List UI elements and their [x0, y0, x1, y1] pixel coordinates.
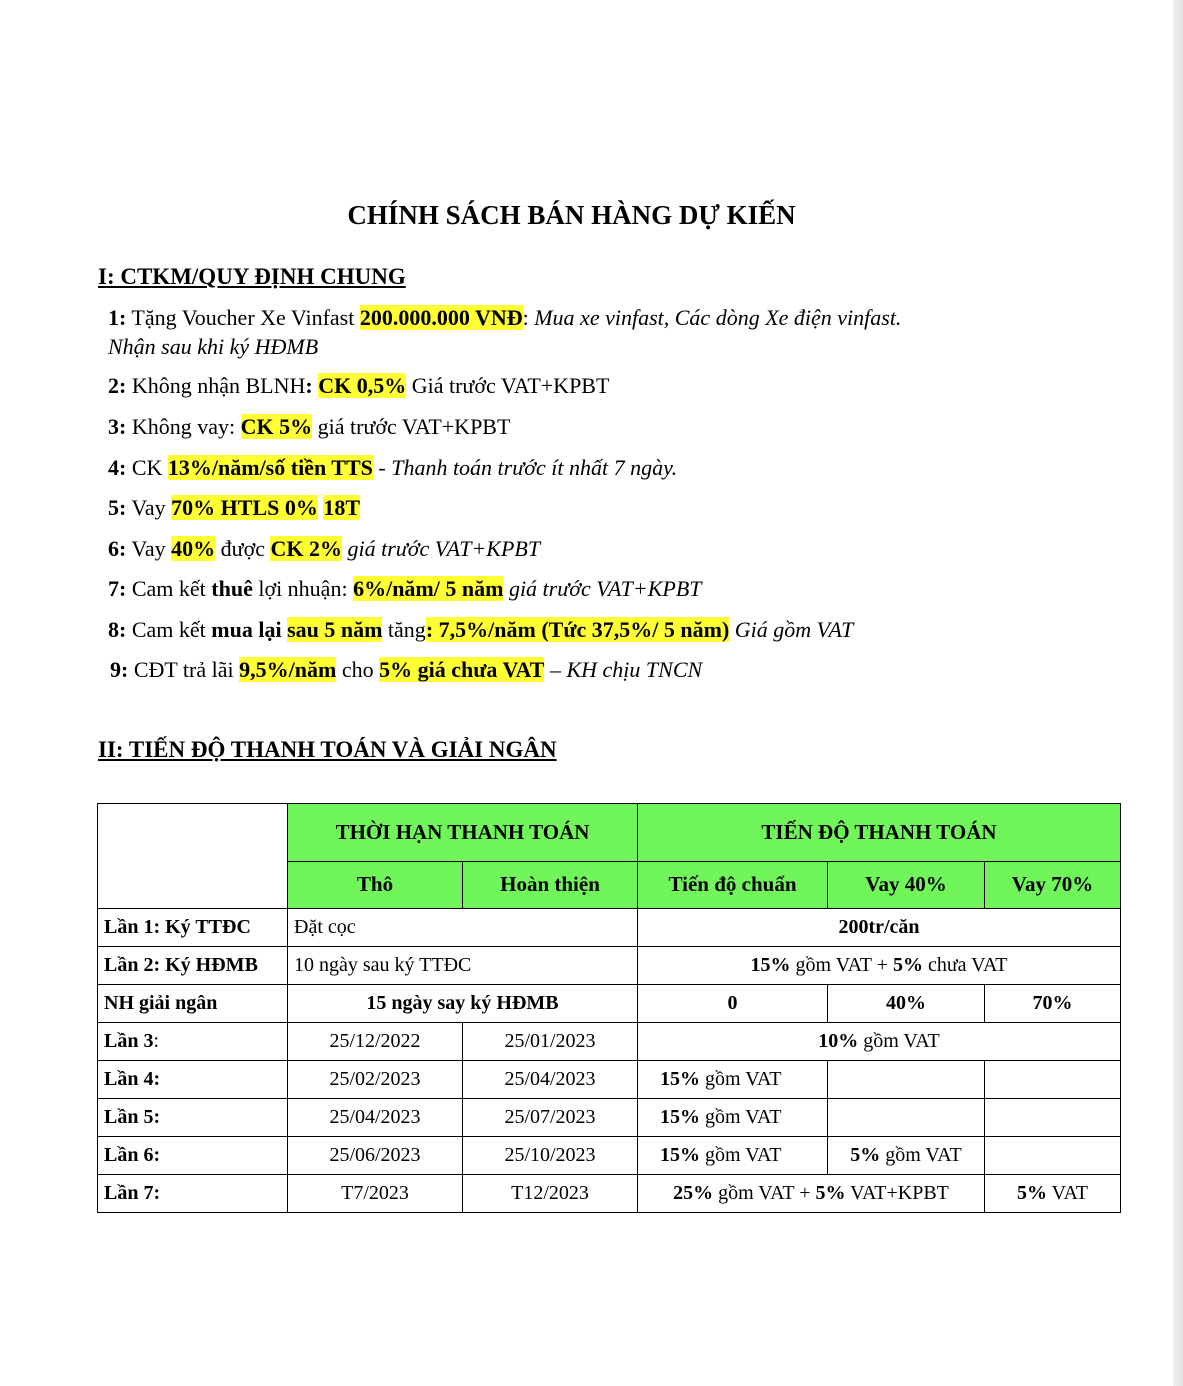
hoan-thien-date-cell: T12/2023	[463, 1175, 638, 1213]
vay70-cell: 5% VAT	[985, 1175, 1121, 1213]
table-row	[98, 1023, 1121, 1061]
row-label: Lần 2: Ký HĐMB	[98, 947, 288, 985]
policy-item-9: 9: CĐT trả lãi 9,5%/năm cho 5% giá chưa VAT – KH chịu TNCN	[110, 657, 703, 682]
page-edge	[1173, 0, 1183, 1386]
header-payment-progress: TIẾN ĐỘ THANH TOÁN	[638, 804, 1121, 862]
amount-cell: 15% gồm VAT + 5% chưa VAT	[638, 947, 1121, 985]
hoan-thien-date-cell: 25/07/2023	[463, 1099, 638, 1137]
amount-cell: 200tr/căn	[638, 909, 1121, 947]
vay40-cell	[828, 1061, 985, 1099]
term-cell: Đặt cọc	[288, 909, 638, 947]
header-tho: Thô	[288, 861, 463, 908]
row-label: Lần 4:	[98, 1061, 288, 1099]
vay70-cell: 70%	[985, 985, 1121, 1023]
row-label: Lần 5:	[98, 1099, 288, 1137]
policy-item-1: 1: Tặng Voucher Xe Vinfast 200.000.000 VNĐ: Mua xe vinfast, Các dòng Xe điện vinfast.	[108, 305, 902, 330]
policy-item-4: 4: CK 13%/năm/số tiền TTS - Thanh toán trước ít nhất 7 ngày.	[108, 455, 678, 480]
tho-date-cell: T7/2023	[288, 1175, 463, 1213]
term-cell: 10 ngày sau ký TTĐC	[288, 947, 638, 985]
policy-item-2: 2: Không nhận BLNH: CK 0,5% Giá trước VAT+KPBT	[108, 373, 610, 398]
policy-item-6: 6: Vay 40% được CK 2% giá trước VAT+KPBT	[108, 536, 541, 561]
payment-schedule-table	[97, 803, 1121, 1213]
document-title: CHÍNH SÁCH BÁN HÀNG DỰ KIẾN	[347, 200, 796, 230]
vay70-cell	[985, 1099, 1121, 1137]
hoan-thien-date-cell: 25/01/2023	[463, 1023, 638, 1061]
standard-cell: 15% gồm VAT	[638, 1099, 828, 1137]
table-row	[98, 909, 1121, 947]
table-row	[98, 1175, 1121, 1213]
header-payment-deadline: THỜI HẠN THANH TOÁN	[288, 804, 638, 862]
vay40-cell: 40%	[828, 985, 985, 1023]
vay40-cell	[828, 1099, 985, 1137]
header-tien-do-chuan: Tiến độ chuẩn	[638, 861, 828, 908]
header-vay-70: Vay 70%	[985, 861, 1121, 908]
policy-item-1-note: Nhận sau khi ký HĐMB	[108, 334, 319, 359]
row-label: Lần 3:	[98, 1023, 288, 1061]
tho-date-cell: 25/02/2023	[288, 1061, 463, 1099]
table-row	[98, 1137, 1121, 1175]
tho-date-cell: 25/12/2022	[288, 1023, 463, 1061]
policy-item-3: 3: Không vay: CK 5% giá trước VAT+KPBT	[108, 414, 511, 439]
policy-item-7: 7: Cam kết thuê lợi nhuận: 6%/năm/ 5 năm giá trước VAT+KPBT	[108, 576, 702, 601]
tho-date-cell: 25/04/2023	[288, 1099, 463, 1137]
section-1-heading: I: CTKM/QUY ĐỊNH CHUNG	[98, 264, 406, 289]
header-hoan-thien: Hoàn thiện	[463, 861, 638, 908]
section-2-heading: II: TIẾN ĐỘ THANH TOÁN VÀ GIẢI NGÂN	[98, 737, 557, 762]
vay70-cell	[985, 1137, 1121, 1175]
term-cell: 15 ngày say ký HĐMB	[288, 985, 638, 1023]
row-label: Lần 6:	[98, 1137, 288, 1175]
table-row	[98, 1099, 1121, 1137]
hoan-thien-date-cell: 25/10/2023	[463, 1137, 638, 1175]
amount-cell: 10% gồm VAT	[638, 1023, 1121, 1061]
amount-cell: 25% gồm VAT + 5% VAT+KPBT	[638, 1175, 985, 1213]
table-header-row	[98, 804, 1121, 862]
vay40-cell: 5% gồm VAT	[828, 1137, 985, 1175]
row-label: Lần 7:	[98, 1175, 288, 1213]
vay70-cell	[985, 1061, 1121, 1099]
row-label: Lần 1: Ký TTĐC	[98, 909, 288, 947]
header-vay-40: Vay 40%	[828, 861, 985, 908]
policy-item-8: 8: Cam kết mua lại sau 5 năm tăng: 7,5%/năm (Tức 37,5%/ 5 năm) Giá gồm VAT	[108, 617, 854, 642]
standard-cell: 15% gồm VAT	[638, 1061, 828, 1099]
standard-cell: 0	[638, 985, 828, 1023]
hoan-thien-date-cell: 25/04/2023	[463, 1061, 638, 1099]
table-corner-cell	[98, 804, 288, 909]
tho-date-cell: 25/06/2023	[288, 1137, 463, 1175]
table-row	[98, 947, 1121, 985]
row-label: NH giải ngân	[98, 985, 288, 1023]
table-row	[98, 1061, 1121, 1099]
policy-item-5: 5: Vay 70% HTLS 0% 18T	[108, 495, 361, 520]
standard-cell: 15% gồm VAT	[638, 1137, 828, 1175]
table-row	[98, 985, 1121, 1023]
